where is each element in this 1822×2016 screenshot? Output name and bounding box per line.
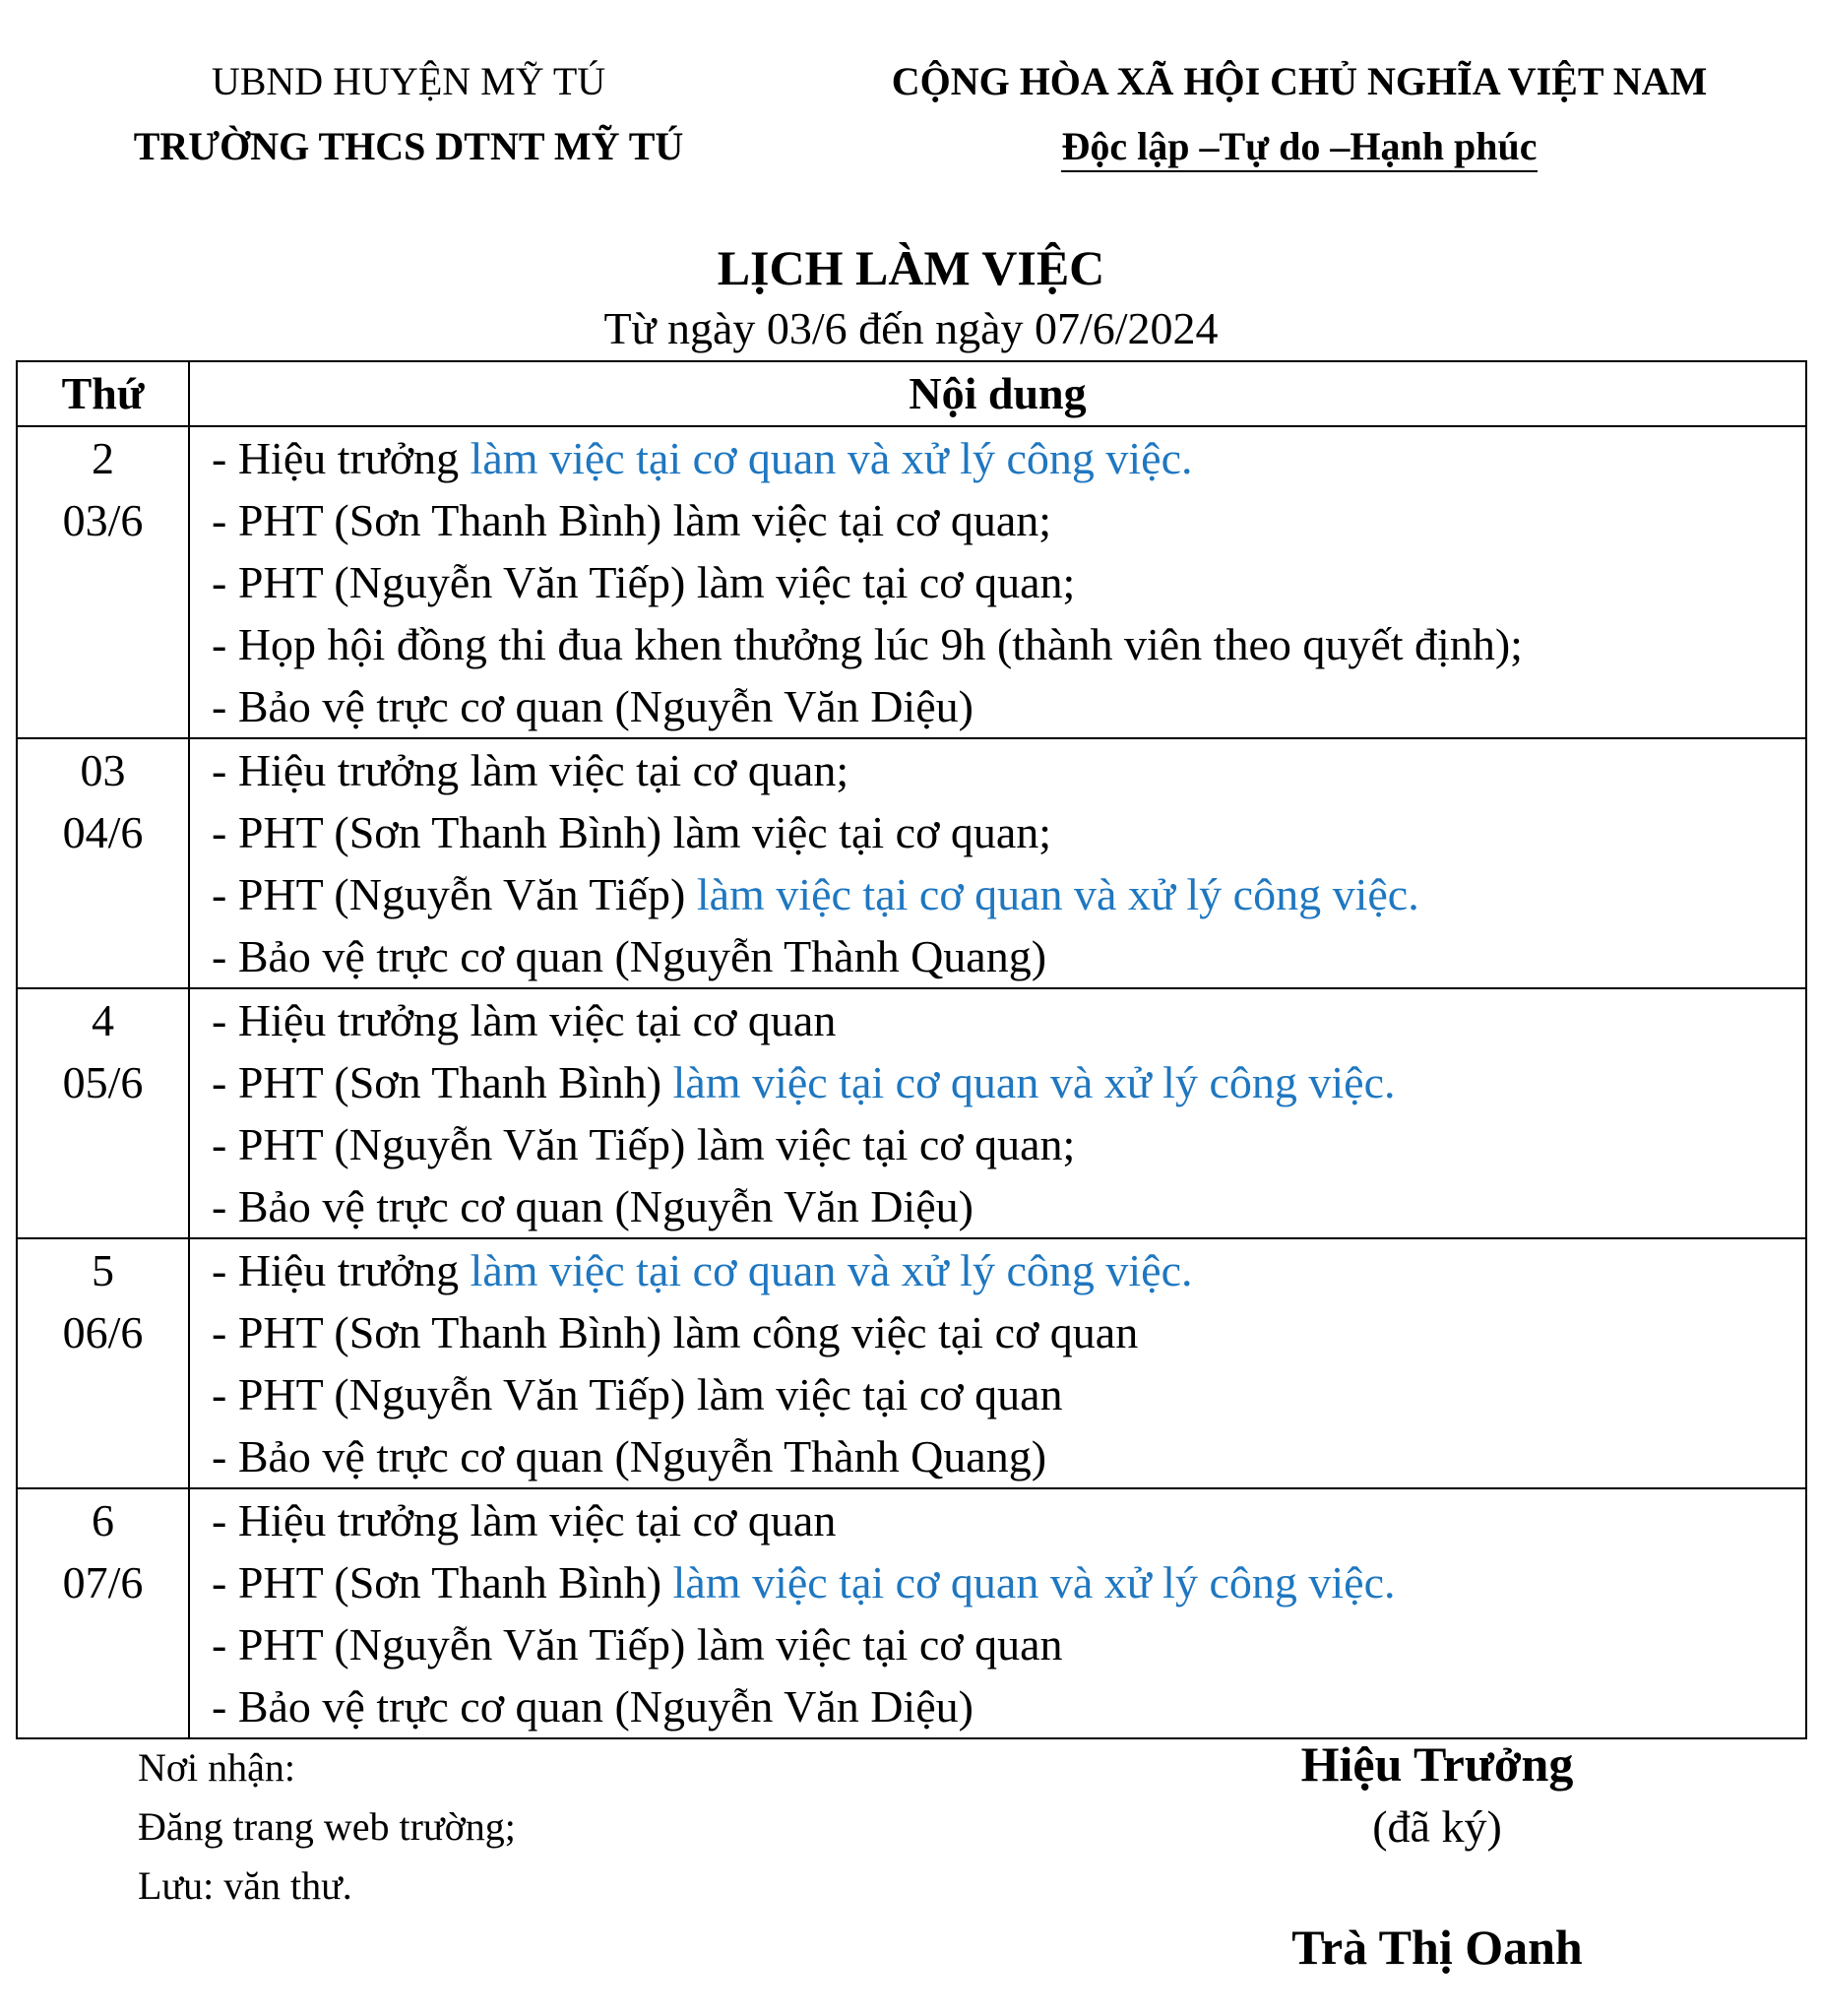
task-line xyxy=(212,1551,1805,1613)
table-row xyxy=(17,988,1806,1238)
task-line xyxy=(212,1363,1805,1425)
signature-block xyxy=(1240,1732,1634,1979)
day-cell xyxy=(17,426,189,738)
content-cell xyxy=(189,988,1806,1238)
task-text: - Bảo vệ trực cơ quan (Nguyễn Văn Diệu) xyxy=(212,1181,974,1231)
task-line xyxy=(212,427,1805,489)
date: 06/6 xyxy=(62,1307,144,1357)
weekday: 5 xyxy=(92,1245,114,1295)
task-line xyxy=(212,1051,1805,1113)
task-text: - PHT (Sơn Thanh Bình) làm công việc tại cơ quan xyxy=(212,1307,1139,1357)
recipients-block xyxy=(138,1738,516,1916)
column-header-day: Thứ xyxy=(17,361,189,426)
school-name-text: TRƯỜNG THCS DTNT MỸ TÚ xyxy=(133,124,684,168)
column-header-content: Nội dung xyxy=(189,361,1806,426)
recipient-item: Lưu: văn thư. xyxy=(138,1863,352,1908)
recipient-item: Đăng trang web trường; xyxy=(138,1804,516,1849)
task-text: - PHT (Nguyễn Văn Tiếp) làm việc tại cơ quan xyxy=(212,1369,1063,1419)
day-cell xyxy=(17,738,189,988)
task-line xyxy=(212,1425,1805,1487)
task-text: - Hiệu trưởng làm việc tại cơ quan; xyxy=(212,745,849,795)
content-cell xyxy=(189,1488,1806,1738)
task-line xyxy=(212,925,1805,987)
table-row xyxy=(17,738,1806,988)
task-line xyxy=(212,1301,1805,1363)
signer-title: Hiệu Trưởng xyxy=(1300,1736,1574,1792)
table-row xyxy=(17,426,1806,738)
task-text: - Bảo vệ trực cơ quan (Nguyễn Thành Quang) xyxy=(212,1431,1047,1481)
task-text: - PHT (Nguyễn Văn Tiếp) làm việc tại cơ quan; xyxy=(212,1119,1076,1169)
date: 07/6 xyxy=(62,1557,144,1607)
table-header-row xyxy=(17,361,1806,426)
task-text: - Bảo vệ trực cơ quan (Nguyễn Văn Diệu) xyxy=(212,1681,974,1732)
task-line xyxy=(212,1489,1805,1551)
task-text: - PHT (Sơn Thanh Bình) xyxy=(212,1557,673,1607)
task-text: - PHT (Nguyễn Văn Tiếp) xyxy=(212,869,697,919)
task-line xyxy=(212,551,1805,613)
date: 05/6 xyxy=(62,1057,144,1107)
signer-name: Trà Thị Oanh xyxy=(1291,1920,1583,1975)
weekday: 2 xyxy=(92,433,114,483)
task-highlight-text: làm việc tại cơ quan và xử lý công việc. xyxy=(470,433,1193,483)
task-line xyxy=(212,613,1805,675)
task-text: - PHT (Sơn Thanh Bình) làm việc tại cơ quan; xyxy=(212,807,1052,857)
task-line xyxy=(212,1675,1805,1737)
weekday: 03 xyxy=(80,745,126,795)
task-text: - Hiệu trưởng xyxy=(212,433,471,483)
table-row xyxy=(17,1488,1806,1738)
task-text: - Bảo vệ trực cơ quan (Nguyễn Văn Diệu) xyxy=(212,681,974,731)
task-text: - Hiệu trưởng làm việc tại cơ quan xyxy=(212,1495,837,1545)
task-line xyxy=(212,489,1805,551)
task-text: - PHT (Sơn Thanh Bình) xyxy=(212,1057,673,1107)
task-line xyxy=(212,1175,1805,1237)
task-highlight-text: làm việc tại cơ quan và xử lý công việc. xyxy=(672,1557,1396,1607)
date: 04/6 xyxy=(62,807,144,857)
school-name xyxy=(59,114,758,179)
day-cell xyxy=(17,988,189,1238)
task-line xyxy=(212,675,1805,737)
content-cell xyxy=(189,738,1806,988)
national-motto-text: Độc lập –Tự do –Hạnh phúc xyxy=(1061,124,1537,172)
content-cell xyxy=(189,426,1806,738)
date: 03/6 xyxy=(62,495,144,545)
task-text: - Họp hội đồng thi đua khen thưởng lúc 9h (thành viên theo quyết định); xyxy=(212,619,1523,669)
task-highlight-text: làm việc tại cơ quan và xử lý công việc. xyxy=(470,1245,1193,1295)
task-line xyxy=(212,739,1805,801)
task-highlight-text: làm việc tại cơ quan và xử lý công việc. xyxy=(672,1057,1396,1107)
day-cell xyxy=(17,1488,189,1738)
weekday: 6 xyxy=(92,1495,114,1545)
task-text: - Hiệu trưởng xyxy=(212,1245,471,1295)
recipients-label: Nơi nhận: xyxy=(138,1745,296,1790)
content-cell xyxy=(189,1238,1806,1488)
page-title: LỊCH LÀM VIỆC xyxy=(717,240,1105,295)
agency-name: UBND HUYỆN MỸ TÚ xyxy=(211,59,606,103)
weekday: 4 xyxy=(92,995,114,1045)
day-cell xyxy=(17,1238,189,1488)
task-text: - PHT (Sơn Thanh Bình) làm việc tại cơ quan; xyxy=(212,495,1052,545)
task-text: - PHT (Nguyễn Văn Tiếp) làm việc tại cơ quan; xyxy=(212,557,1076,607)
signer-note: (đã ký) xyxy=(1372,1801,1502,1852)
national-title: CỘNG HÒA XÃ HỘI CHỦ NGHĨA VIỆT NAM xyxy=(891,59,1708,103)
national-header xyxy=(817,49,1782,179)
task-line xyxy=(212,989,1805,1051)
task-line xyxy=(212,863,1805,925)
schedule-table xyxy=(16,360,1807,1739)
table-row xyxy=(17,1238,1806,1488)
task-text: - Bảo vệ trực cơ quan (Nguyễn Thành Quang) xyxy=(212,931,1047,981)
date-range: Từ ngày 03/6 đến ngày 07/6/2024 xyxy=(603,303,1219,353)
task-line xyxy=(212,1613,1805,1675)
task-text: - PHT (Nguyễn Văn Tiếp) làm việc tại cơ quan xyxy=(212,1619,1063,1670)
agency-header xyxy=(59,49,758,179)
task-highlight-text: làm việc tại cơ quan và xử lý công việc. xyxy=(696,869,1419,919)
task-line xyxy=(212,801,1805,863)
task-line xyxy=(212,1113,1805,1175)
task-text: - Hiệu trưởng làm việc tại cơ quan xyxy=(212,995,837,1045)
task-line xyxy=(212,1239,1805,1301)
national-motto xyxy=(817,114,1782,179)
